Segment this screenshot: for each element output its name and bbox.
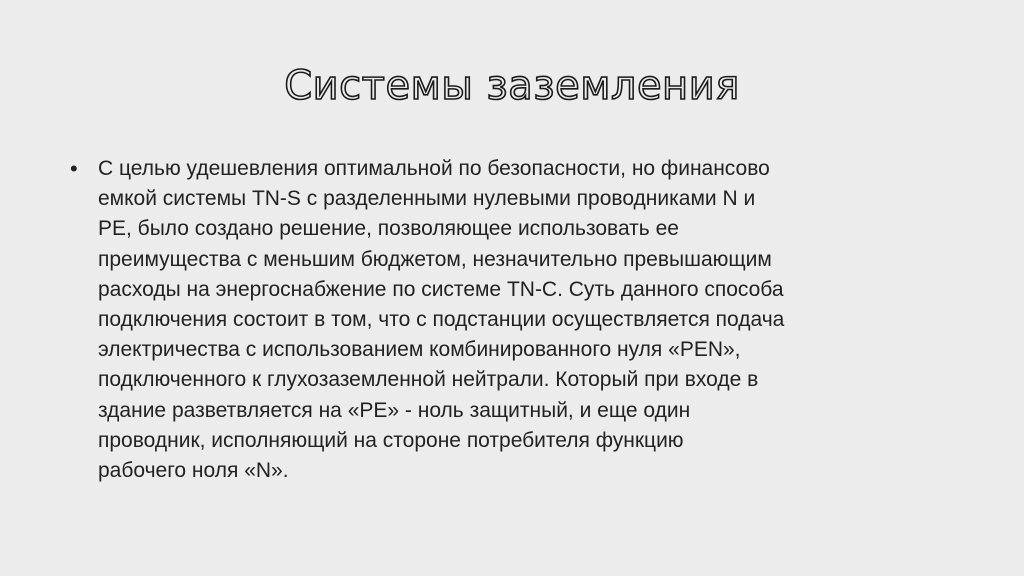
- bullet-item: [70, 154, 950, 486]
- bullet-line: PE, было создано решение, позволяющее использовать ее: [98, 217, 679, 241]
- bullet-line: подключенного к глухозаземленной нейтрали. Который при входе в: [98, 368, 759, 392]
- bullet-line: расходы на энергоснабжение по системе TN-C. Суть данного способа: [98, 277, 784, 301]
- bullet-text: [98, 154, 948, 486]
- slide-content: [70, 154, 950, 486]
- bullet-dot-icon: •: [70, 156, 78, 181]
- bullet-line: С целью удешевления оптимальной по безопасности, но финансово: [98, 157, 770, 180]
- bullet-line: проводник, исполняющий на стороне потребителя функцию: [98, 428, 684, 452]
- bullet-line: подключения состоит в том, что с подстанции осуществляется подача: [98, 308, 785, 332]
- slide-title: Системы заземления: [284, 63, 740, 109]
- bullet-line: рабочего ноля «N».: [98, 459, 289, 483]
- bullet-line: преимущества с меньшим бюджетом, незначительно превышающим: [98, 247, 772, 271]
- bullet-line: емкой системы TN-S с разделенными нулевыми проводниками N и: [98, 187, 756, 211]
- bullet-line: электричества с использованием комбинированного нуля «PEN»,: [98, 338, 741, 362]
- bullet-line: здание разветвляется на «PE» - ноль защитный, и еще один: [98, 398, 691, 422]
